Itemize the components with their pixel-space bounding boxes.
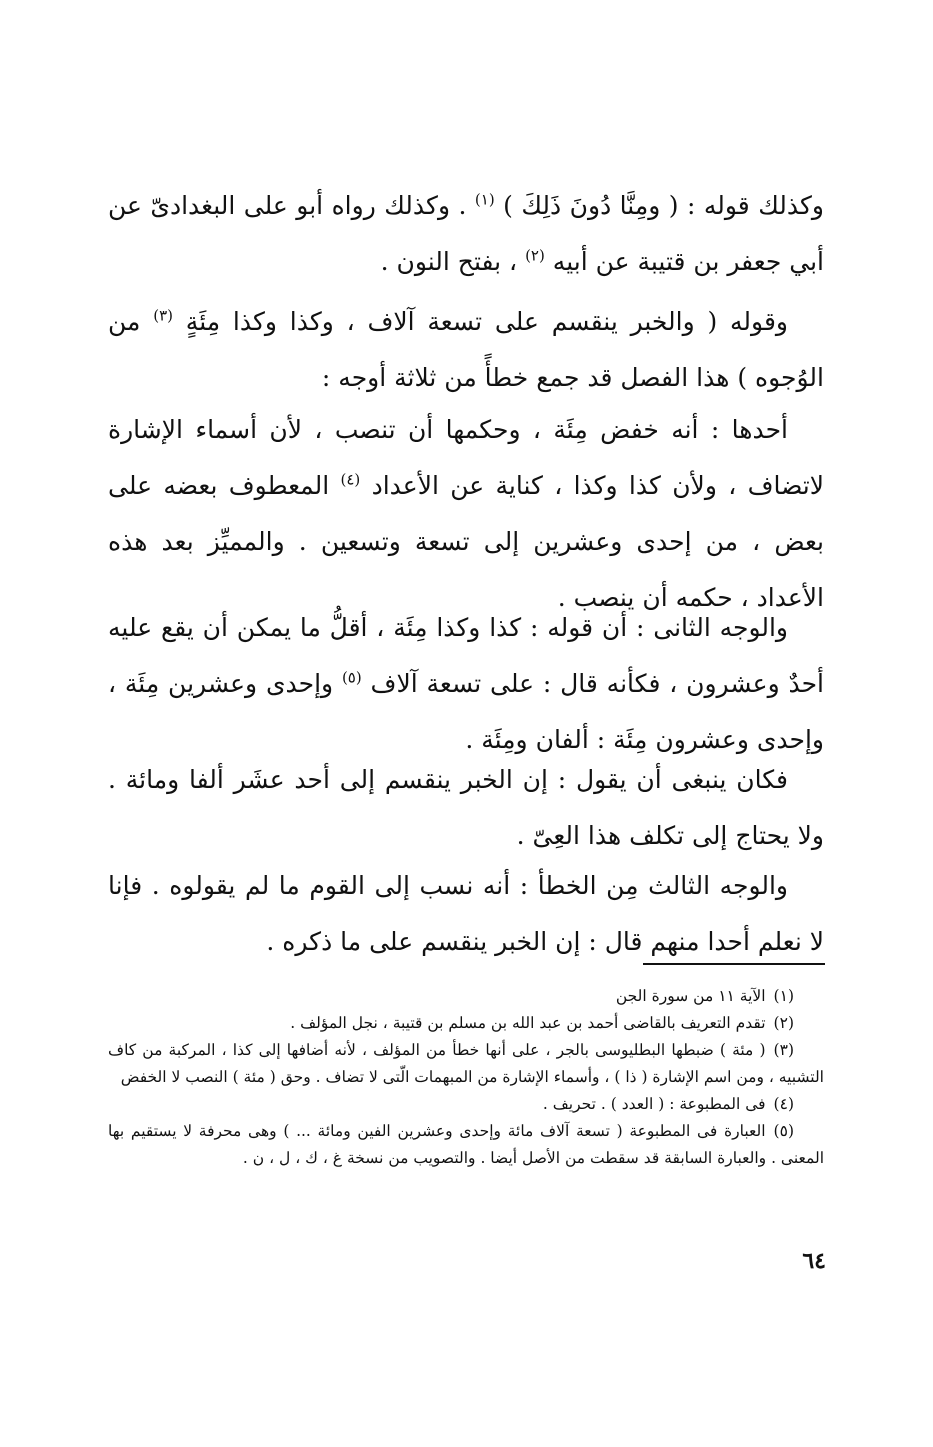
text-run: فكان ينبغى أن يقول : إن الخبر ينقسم إلى أحد عشَر ألفا ومائة . ولا يحتاج إلى تكلف هذا العِىّ . xyxy=(108,765,824,850)
footnote-reference: (٥) xyxy=(341,668,362,687)
paragraph-6 xyxy=(108,858,824,970)
footnote-number: (٣) xyxy=(773,1041,794,1059)
footnote-divider xyxy=(643,963,825,965)
page-number: ٦٤ xyxy=(802,1248,826,1274)
footnote-text: تقدم التعريف بالقاضى أحمد بن عبد الله بن مسلم بن قتيبة ، نجل المؤلف . xyxy=(290,1014,766,1032)
paragraph-3 xyxy=(108,402,824,626)
text-run: والوجه الثالث مِن الخطأ : أنه نسب إلى القوم ما لم يقولوه . فإنا لا نعلم أحدا منهم قال : إن الخبر ينقسم على ما ذكره . xyxy=(108,871,824,956)
footnote-1 xyxy=(108,983,824,1010)
footnote-number: (٢) xyxy=(773,1014,794,1032)
footnote-reference: (٢) xyxy=(525,246,545,265)
text-run: أحدها : أنه خفض مِئَة ، وحكمها أن تنصب ، لأن أسماء الإشارة لاتضاف ، ولأن كذا وكذا ، كناية عن الأعداد xyxy=(108,415,825,500)
footnote-reference: (١) xyxy=(474,190,495,209)
footnotes xyxy=(108,983,824,1172)
footnote-number: (١) xyxy=(773,987,794,1005)
footnote-2 xyxy=(108,1010,824,1037)
text-run: والوجه الثانى : أن قوله : كذا وكذا مِئَة ، أقلُّ ما يمكن أن يقع عليه أحدٌ وعشرون ، فكأنه قال : على تسعة آلاف xyxy=(108,613,824,698)
text-run: . وكذلك رواه أبو على البغدادىّ عن أبي جعفر بن قتيبة عن أبيه xyxy=(108,191,824,276)
footnote-4 xyxy=(108,1091,824,1118)
footnote-text: العبارة فى المطبوعة ( تسعة آلاف مائة وإحدى وعشرين الفين ومائة ... ) وهى محرفة لا يستقيم بها المعنى . والعبارة السابقة قد سقطت من الأصل أيضا . والتصويب من نسخة غ ، ك ، ل ، ن . xyxy=(108,1122,824,1167)
text-run: المعطوف بعضه على بعض ، من إحدى وعشرين إلى تسعة وتسعين . والمميِّز بعد هذه الأعداد ، حكمه أن ينصب . xyxy=(108,471,824,612)
footnote-text: فى المطبوعة : ( العدد ) . تحريف . xyxy=(542,1095,766,1113)
footnote-3 xyxy=(108,1037,824,1091)
footnote-text: الآية ١١ من سورة الجن xyxy=(615,987,766,1005)
text-run: وقوله ( والخبر ينقسم على تسعة آلاف ، وكذا وكذا مِئَةٍ xyxy=(173,307,788,336)
footnote-reference: (٣) xyxy=(153,306,173,325)
text-run: وكذلك قوله : ( ومِنَّا دُونَ ذَلِكَ ) xyxy=(494,191,825,220)
paragraph-4 xyxy=(108,600,824,768)
footnote-5 xyxy=(108,1118,824,1172)
footnote-reference: (٤) xyxy=(340,470,361,489)
footnote-number: (٤) xyxy=(773,1095,794,1113)
paragraph-2 xyxy=(108,294,824,406)
footnote-text: ( مئة ) ضبطها البطليوسى بالجر ، على أنها خطأ من المؤلف ، لأنه أضافها إلى كذا ، المركبة من كاف التشبيه ، ومن اسم الإشارة ( ذا ) ، وأسماء الإشارة من المبهمات الّتى لا تضاف . وحق ( مئة ) النصب لا الخفض xyxy=(108,1041,824,1086)
text-run: من الوُجوه ) هذا الفصل قد جمع خطأً من ثلاثة أوجه : xyxy=(108,307,824,392)
text-run: وإحدى وعشرين مِئَة ، وإحدى وعشرون مِئَة : ألفان ومِئَة . xyxy=(108,669,824,754)
footnote-number: (٥) xyxy=(773,1122,794,1140)
paragraph-1 xyxy=(108,178,824,290)
paragraph-5 xyxy=(108,752,824,864)
text-run: ، بفتح النون . xyxy=(380,247,526,276)
